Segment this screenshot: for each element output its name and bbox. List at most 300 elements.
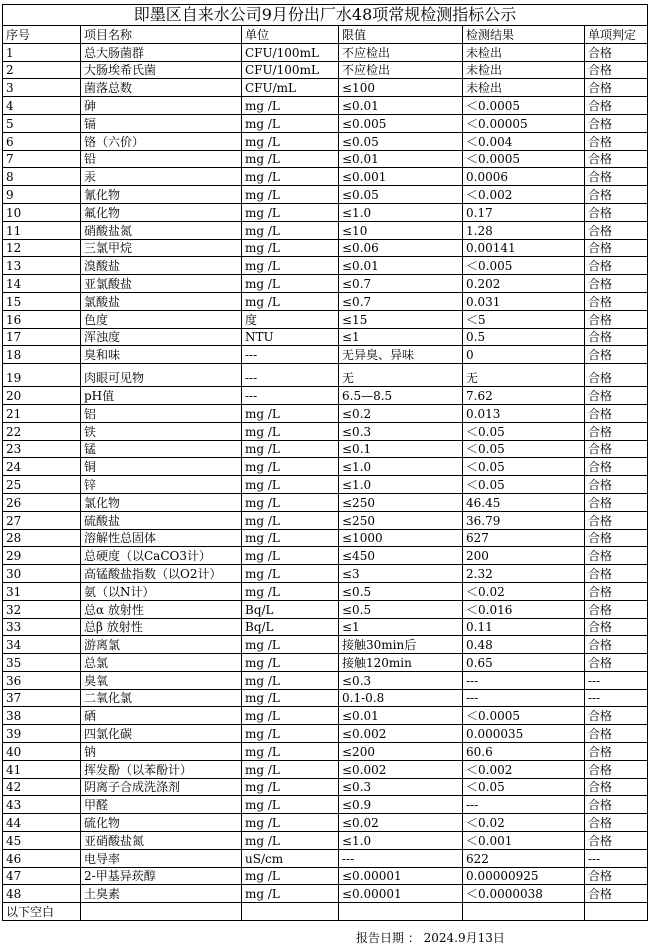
table-row: [3, 618, 648, 636]
item-name-cell: 铜: [81, 458, 242, 476]
item-name-cell: 总氯: [81, 654, 242, 672]
unit-cell: Bq/L: [242, 600, 339, 618]
item-name-cell: 钠: [81, 743, 242, 761]
test-result-cell: ＜0.004: [463, 132, 585, 150]
table-row: [3, 760, 648, 778]
page-title: 即墨区自来水公司9月份出厂水48项常规检测指标公示: [3, 5, 648, 26]
row-index-cell: 14: [3, 275, 81, 293]
table-row: [3, 346, 648, 364]
row-index-cell: 7: [3, 150, 81, 168]
empty-cell: [339, 903, 463, 921]
row-index-cell: 48: [3, 885, 81, 903]
test-result-cell: ---: [463, 689, 585, 707]
test-result-cell: ＜0.05: [463, 458, 585, 476]
item-name-cell: 亚氯酸盐: [81, 275, 242, 293]
item-name-cell: 阴离子合成洗涤剂: [81, 778, 242, 796]
table-row: [3, 364, 648, 387]
limit-value-cell: ≤10: [339, 221, 463, 239]
row-index-cell: 19: [3, 364, 81, 387]
test-result-cell: 60.6: [463, 743, 585, 761]
judgement-cell: 合格: [585, 760, 648, 778]
judgement-cell: 合格: [585, 292, 648, 310]
unit-cell: mg /L: [242, 168, 339, 186]
header-cell: 项目名称: [81, 26, 242, 44]
row-index-cell: 39: [3, 725, 81, 743]
item-name-cell: 挥发酚（以苯酚计）: [81, 760, 242, 778]
limit-value-cell: ---: [339, 849, 463, 867]
item-name-cell: 铬（六价）: [81, 132, 242, 150]
limit-value-cell: ≤0.01: [339, 257, 463, 275]
item-name-cell: 2-甲基异莰醇: [81, 867, 242, 885]
table-row: [3, 292, 648, 310]
judgement-cell: 合格: [585, 493, 648, 511]
header-cell: 检测结果: [463, 26, 585, 44]
test-result-cell: 46.45: [463, 493, 585, 511]
limit-value-cell: ≤450: [339, 547, 463, 565]
judgement-cell: 合格: [585, 832, 648, 850]
item-name-cell: 氨（以N计）: [81, 582, 242, 600]
row-index-cell: 6: [3, 132, 81, 150]
table-row: [3, 150, 648, 168]
unit-cell: mg /L: [242, 186, 339, 204]
test-result-cell: 0.5: [463, 328, 585, 346]
test-result-cell: ＜0.0005: [463, 707, 585, 725]
unit-cell: 度: [242, 310, 339, 328]
limit-value-cell: ≤0.3: [339, 778, 463, 796]
judgement-cell: 合格: [585, 257, 648, 275]
test-result-cell: 0.0006: [463, 168, 585, 186]
item-name-cell: 四氯化碳: [81, 725, 242, 743]
judgement-cell: 合格: [585, 239, 648, 257]
item-name-cell: 总硬度（以CaCO3计）: [81, 547, 242, 565]
judgement-cell: 合格: [585, 328, 648, 346]
row-index-cell: 38: [3, 707, 81, 725]
item-name-cell: 臭氧: [81, 671, 242, 689]
footer-row: [3, 903, 648, 921]
unit-cell: mg /L: [242, 511, 339, 529]
judgement-cell: 合格: [585, 707, 648, 725]
test-result-cell: 2.32: [463, 565, 585, 583]
item-name-cell: 亚硝酸盐氮: [81, 832, 242, 850]
table-row: [3, 186, 648, 204]
unit-cell: mg /L: [242, 150, 339, 168]
limit-value-cell: ≤0.7: [339, 292, 463, 310]
table-row: [3, 743, 648, 761]
test-result-cell: ＜0.016: [463, 600, 585, 618]
item-name-cell: 氯化物: [81, 493, 242, 511]
judgement-cell: 合格: [585, 565, 648, 583]
item-name-cell: 肉眼可见物: [81, 364, 242, 387]
judgement-cell: 合格: [585, 867, 648, 885]
judgement-cell: 合格: [585, 97, 648, 115]
item-name-cell: 土臭素: [81, 885, 242, 903]
test-result-cell: 0.00000925: [463, 867, 585, 885]
unit-cell: mg /L: [242, 422, 339, 440]
judgement-cell: 合格: [585, 458, 648, 476]
test-result-cell: 0: [463, 346, 585, 364]
item-name-cell: 溶解性总固体: [81, 529, 242, 547]
judgement-cell: ---: [585, 849, 648, 867]
judgement-cell: ---: [585, 671, 648, 689]
limit-value-cell: ≤0.1: [339, 440, 463, 458]
table-row: [3, 440, 648, 458]
table-row: [3, 707, 648, 725]
unit-cell: uS/cm: [242, 849, 339, 867]
judgement-cell: 合格: [585, 79, 648, 97]
limit-value-cell: 无: [339, 364, 463, 387]
row-index-cell: 4: [3, 97, 81, 115]
table-row: [3, 79, 648, 97]
table-row: [3, 814, 648, 832]
row-index-cell: 26: [3, 493, 81, 511]
unit-cell: mg /L: [242, 689, 339, 707]
row-index-cell: 2: [3, 61, 81, 79]
test-result-cell: 0.17: [463, 203, 585, 221]
row-index-cell: 31: [3, 582, 81, 600]
unit-cell: mg /L: [242, 707, 339, 725]
row-index-cell: 8: [3, 168, 81, 186]
test-result-cell: ＜0.0000038: [463, 885, 585, 903]
table-row: [3, 203, 648, 221]
unit-cell: mg /L: [242, 493, 339, 511]
table-row: [3, 61, 648, 79]
unit-cell: mg /L: [242, 529, 339, 547]
judgement-cell: 合格: [585, 364, 648, 387]
judgement-cell: 合格: [585, 132, 648, 150]
table-row: [3, 257, 648, 275]
unit-cell: mg /L: [242, 832, 339, 850]
item-name-cell: 铝: [81, 404, 242, 422]
judgement-cell: ---: [585, 689, 648, 707]
row-index-cell: 35: [3, 654, 81, 672]
test-result-cell: 200: [463, 547, 585, 565]
test-result-cell: 0.65: [463, 654, 585, 672]
limit-value-cell: ≤0.00001: [339, 885, 463, 903]
limit-value-cell: ≤250: [339, 493, 463, 511]
judgement-cell: 合格: [585, 582, 648, 600]
judgement-cell: 合格: [585, 440, 648, 458]
table-row: [3, 97, 648, 115]
unit-cell: mg /L: [242, 743, 339, 761]
test-result-cell: ＜0.05: [463, 440, 585, 458]
limit-value-cell: ≤0.01: [339, 707, 463, 725]
item-name-cell: 硝酸盐氮: [81, 221, 242, 239]
test-result-cell: 未检出: [463, 79, 585, 97]
test-result-cell: ＜0.05: [463, 778, 585, 796]
table-row: [3, 565, 648, 583]
limit-value-cell: ≤250: [339, 511, 463, 529]
table-row: [3, 600, 648, 618]
unit-cell: mg /L: [242, 796, 339, 814]
limit-value-cell: ≤1.0: [339, 832, 463, 850]
unit-cell: mg /L: [242, 885, 339, 903]
limit-value-cell: 不应检出: [339, 43, 463, 61]
table-row: [3, 511, 648, 529]
table-row: [3, 239, 648, 257]
row-index-cell: 16: [3, 310, 81, 328]
unit-cell: mg /L: [242, 636, 339, 654]
limit-value-cell: ≤0.01: [339, 150, 463, 168]
judgement-cell: 合格: [585, 796, 648, 814]
unit-cell: mg /L: [242, 867, 339, 885]
limit-value-cell: ≤0.9: [339, 796, 463, 814]
table-row: [3, 328, 648, 346]
table-row: [3, 725, 648, 743]
judgement-cell: 合格: [585, 725, 648, 743]
item-name-cell: 甲醛: [81, 796, 242, 814]
table-row: [3, 654, 648, 672]
limit-value-cell: 接触30min后: [339, 636, 463, 654]
limit-value-cell: ≤1: [339, 328, 463, 346]
table-row: [3, 671, 648, 689]
row-index-cell: 28: [3, 529, 81, 547]
header-cell: 序号: [3, 26, 81, 44]
limit-value-cell: ≤0.002: [339, 725, 463, 743]
limit-value-cell: 不应检出: [339, 61, 463, 79]
item-name-cell: 大肠埃希氏菌: [81, 61, 242, 79]
limit-value-cell: 无异臭、异味: [339, 346, 463, 364]
item-name-cell: 电导率: [81, 849, 242, 867]
unit-cell: mg /L: [242, 565, 339, 583]
empty-cell: [585, 903, 648, 921]
judgement-cell: 合格: [585, 404, 648, 422]
footer-note: 以下空白: [3, 903, 81, 921]
row-index-cell: 30: [3, 565, 81, 583]
row-index-cell: 20: [3, 387, 81, 405]
header-row: [3, 26, 648, 44]
row-index-cell: 3: [3, 79, 81, 97]
limit-value-cell: ≤0.5: [339, 582, 463, 600]
judgement-cell: 合格: [585, 168, 648, 186]
table-row: [3, 867, 648, 885]
table-row: [3, 458, 648, 476]
test-result-cell: ＜0.005: [463, 257, 585, 275]
test-result-cell: 0.48: [463, 636, 585, 654]
limit-value-cell: ≤0.5: [339, 600, 463, 618]
row-index-cell: 37: [3, 689, 81, 707]
table-row: [3, 832, 648, 850]
judgement-cell: 合格: [585, 43, 648, 61]
unit-cell: mg /L: [242, 132, 339, 150]
judgement-cell: 合格: [585, 186, 648, 204]
test-result-cell: 627: [463, 529, 585, 547]
judgement-cell: 合格: [585, 743, 648, 761]
limit-value-cell: 0.1-0.8: [339, 689, 463, 707]
test-result-cell: 0.202: [463, 275, 585, 293]
test-result-cell: ＜0.00005: [463, 114, 585, 132]
test-result-cell: ---: [463, 796, 585, 814]
unit-cell: mg /L: [242, 671, 339, 689]
table-row: [3, 796, 648, 814]
table-row: [3, 422, 648, 440]
table-row: [3, 849, 648, 867]
item-name-cell: 镉: [81, 114, 242, 132]
test-result-cell: ＜0.05: [463, 476, 585, 494]
test-result-cell: ＜0.0005: [463, 150, 585, 168]
judgement-cell: 合格: [585, 885, 648, 903]
test-result-cell: 0.031: [463, 292, 585, 310]
judgement-cell: 合格: [585, 61, 648, 79]
unit-cell: mg /L: [242, 440, 339, 458]
table-row: [3, 132, 648, 150]
row-index-cell: 40: [3, 743, 81, 761]
test-result-cell: 1.28: [463, 221, 585, 239]
limit-value-cell: ≤1: [339, 618, 463, 636]
unit-cell: mg /L: [242, 97, 339, 115]
table-row: [3, 885, 648, 903]
report-sheet: [2, 4, 647, 921]
judgement-cell: 合格: [585, 387, 648, 405]
unit-cell: mg /L: [242, 458, 339, 476]
unit-cell: mg /L: [242, 203, 339, 221]
limit-value-cell: ≤1.0: [339, 203, 463, 221]
item-name-cell: 总β 放射性: [81, 618, 242, 636]
item-name-cell: 溴酸盐: [81, 257, 242, 275]
unit-cell: Bq/L: [242, 618, 339, 636]
row-index-cell: 9: [3, 186, 81, 204]
report-date: 报告日期 ： 2024.9月13日: [356, 931, 505, 945]
item-name-cell: 砷: [81, 97, 242, 115]
judgement-cell: 合格: [585, 203, 648, 221]
limit-value-cell: ≤0.7: [339, 275, 463, 293]
unit-cell: NTU: [242, 328, 339, 346]
row-index-cell: 42: [3, 778, 81, 796]
judgement-cell: 合格: [585, 114, 648, 132]
table-row: [3, 275, 648, 293]
table-row: [3, 387, 648, 405]
row-index-cell: 1: [3, 43, 81, 61]
table-row: [3, 43, 648, 61]
table-row: [3, 582, 648, 600]
unit-cell: mg /L: [242, 275, 339, 293]
judgement-cell: 合格: [585, 310, 648, 328]
judgement-cell: 合格: [585, 476, 648, 494]
row-index-cell: 29: [3, 547, 81, 565]
empty-cell: [463, 903, 585, 921]
limit-value-cell: ≤0.002: [339, 760, 463, 778]
unit-cell: mg /L: [242, 778, 339, 796]
unit-cell: mg /L: [242, 257, 339, 275]
table-row: [3, 778, 648, 796]
empty-cell: [242, 903, 339, 921]
row-index-cell: 10: [3, 203, 81, 221]
item-name-cell: 锰: [81, 440, 242, 458]
limit-value-cell: ≤0.005: [339, 114, 463, 132]
row-index-cell: 41: [3, 760, 81, 778]
row-index-cell: 32: [3, 600, 81, 618]
judgement-cell: 合格: [585, 221, 648, 239]
table-row: [3, 168, 648, 186]
test-result-cell: ＜0.05: [463, 422, 585, 440]
judgement-cell: 合格: [585, 636, 648, 654]
unit-cell: ---: [242, 346, 339, 364]
table-row: [3, 547, 648, 565]
item-name-cell: 硫酸盐: [81, 511, 242, 529]
limit-value-cell: ≤15: [339, 310, 463, 328]
limit-value-cell: ≤0.001: [339, 168, 463, 186]
limit-value-cell: 6.5—8.5: [339, 387, 463, 405]
row-index-cell: 24: [3, 458, 81, 476]
table-row: [3, 476, 648, 494]
limit-value-cell: ≤0.05: [339, 132, 463, 150]
test-result-cell: 36.79: [463, 511, 585, 529]
unit-cell: mg /L: [242, 239, 339, 257]
test-result-cell: 无: [463, 364, 585, 387]
table-row: [3, 404, 648, 422]
empty-cell: [81, 903, 242, 921]
item-name-cell: 氰化物: [81, 186, 242, 204]
row-index-cell: 36: [3, 671, 81, 689]
table-body: [3, 43, 648, 902]
row-index-cell: 33: [3, 618, 81, 636]
test-result-cell: ---: [463, 671, 585, 689]
limit-value-cell: ≤200: [339, 743, 463, 761]
judgement-cell: 合格: [585, 778, 648, 796]
row-index-cell: 46: [3, 849, 81, 867]
judgement-cell: 合格: [585, 511, 648, 529]
limit-value-cell: ≤0.3: [339, 671, 463, 689]
item-name-cell: 氟化物: [81, 203, 242, 221]
item-name-cell: 臭和味: [81, 346, 242, 364]
test-result-cell: ＜0.001: [463, 832, 585, 850]
row-index-cell: 11: [3, 221, 81, 239]
unit-cell: mg /L: [242, 221, 339, 239]
row-index-cell: 45: [3, 832, 81, 850]
unit-cell: mg /L: [242, 547, 339, 565]
item-name-cell: 氯酸盐: [81, 292, 242, 310]
unit-cell: CFU/100mL: [242, 43, 339, 61]
limit-value-cell: ≤100: [339, 79, 463, 97]
row-index-cell: 43: [3, 796, 81, 814]
row-index-cell: 18: [3, 346, 81, 364]
judgement-cell: 合格: [585, 275, 648, 293]
table-row: [3, 310, 648, 328]
item-name-cell: 总大肠菌群: [81, 43, 242, 61]
limit-value-cell: ≤0.2: [339, 404, 463, 422]
item-name-cell: pH值: [81, 387, 242, 405]
limit-value-cell: ≤0.06: [339, 239, 463, 257]
item-name-cell: 总α 放射性: [81, 600, 242, 618]
table-row: [3, 221, 648, 239]
item-name-cell: 游离氯: [81, 636, 242, 654]
limit-value-cell: ≤1.0: [339, 458, 463, 476]
item-name-cell: 铁: [81, 422, 242, 440]
header-cell: 单位: [242, 26, 339, 44]
item-name-cell: 铅: [81, 150, 242, 168]
test-result-cell: ＜0.02: [463, 582, 585, 600]
judgement-cell: 合格: [585, 618, 648, 636]
limit-value-cell: ≤0.3: [339, 422, 463, 440]
row-index-cell: 22: [3, 422, 81, 440]
row-index-cell: 34: [3, 636, 81, 654]
test-result-cell: 0.00141: [463, 239, 585, 257]
item-name-cell: 硫化物: [81, 814, 242, 832]
test-result-cell: 7.62: [463, 387, 585, 405]
limit-value-cell: ≤0.02: [339, 814, 463, 832]
test-result-cell: 0.000035: [463, 725, 585, 743]
row-index-cell: 13: [3, 257, 81, 275]
judgement-cell: 合格: [585, 346, 648, 364]
limit-value-cell: ≤0.05: [339, 186, 463, 204]
unit-cell: CFU/mL: [242, 79, 339, 97]
unit-cell: ---: [242, 364, 339, 387]
judgement-cell: 合格: [585, 600, 648, 618]
row-index-cell: 25: [3, 476, 81, 494]
unit-cell: mg /L: [242, 582, 339, 600]
unit-cell: mg /L: [242, 476, 339, 494]
unit-cell: mg /L: [242, 654, 339, 672]
table-row: [3, 114, 648, 132]
